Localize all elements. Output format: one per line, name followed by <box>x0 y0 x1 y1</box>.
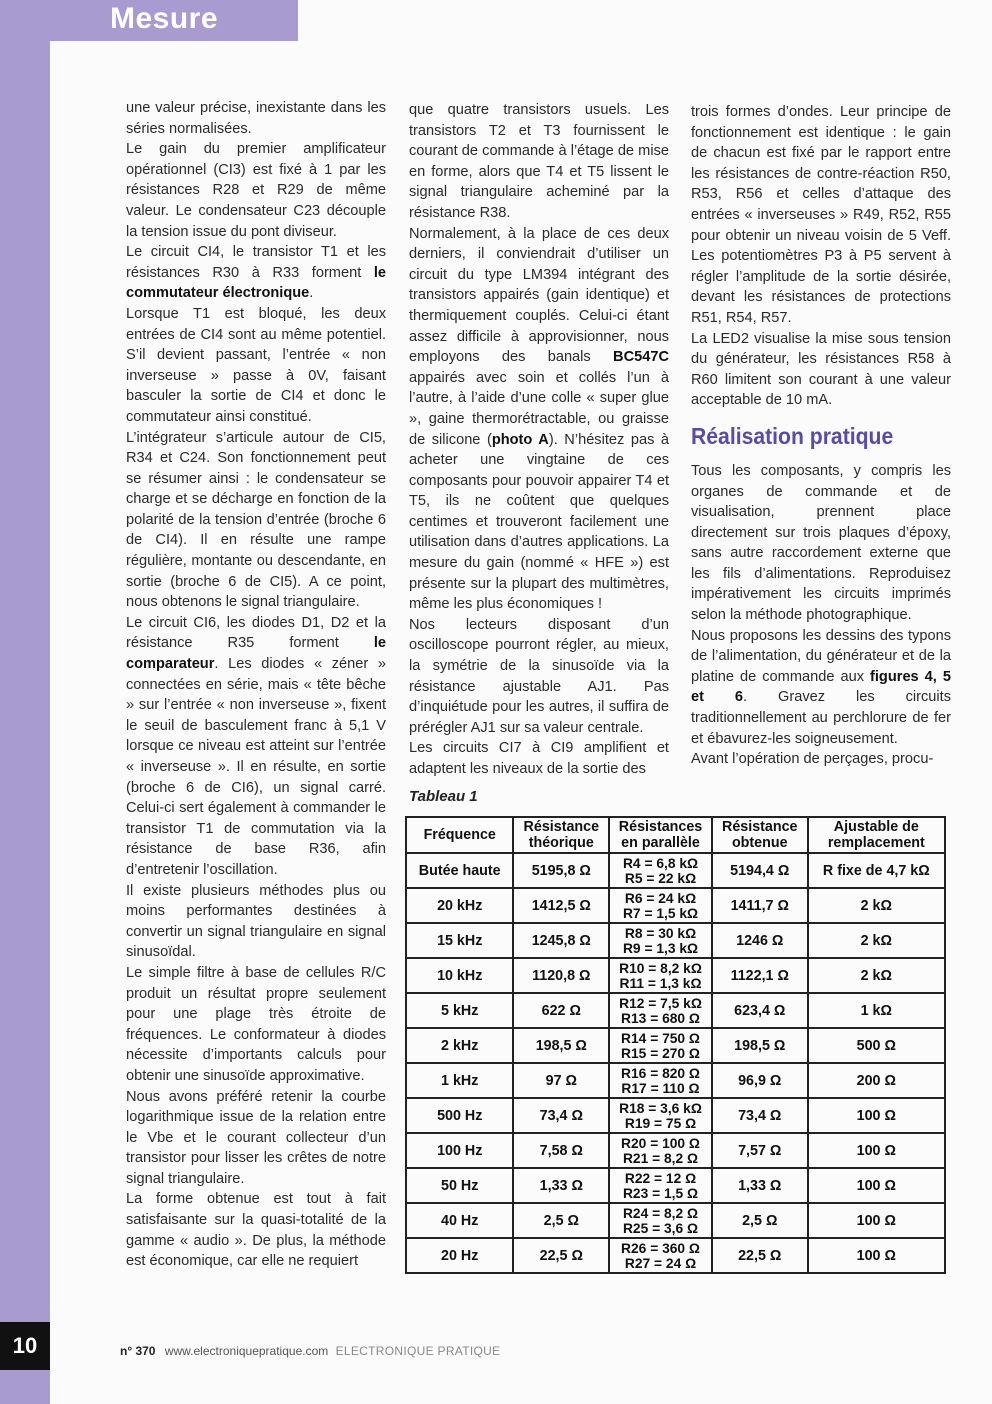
parallel-resistor-2: R27 = 24 Ω <box>624 1255 697 1271</box>
paragraph <box>126 242 386 304</box>
text-column-2 <box>409 100 669 780</box>
cell-resistance-theorique: 97 Ω <box>513 1063 609 1098</box>
parallel-resistor-2: R21 = 8,2 Ω <box>622 1150 699 1166</box>
footer <box>120 1344 500 1358</box>
text-column-3-top <box>691 102 951 411</box>
cell-resistance-obtenue: 7,57 Ω <box>712 1133 808 1168</box>
table-row <box>406 993 945 1028</box>
parallel-resistor-2: R23 = 1,5 Ω <box>622 1185 699 1201</box>
cell-resistance-obtenue: 1,33 Ω <box>712 1168 808 1203</box>
cell-resistance-theorique: 5195,8 Ω <box>513 853 609 888</box>
text-run: . Les diodes « zéner » connectées en série, mais « tête bêche » sur l’entrée « non inverseuse », fixent le seuil de basculement franc à 5,1 V lorsque ce niveau est atteint sur l’entrée « inverseuse ». Il en résulte, en sortie (broche 6 de CI6), un signal carré. Celui-ci sert également à commander le transistor T1 de commutation via la résistance de base R36, afin d’entretenir l’oscillation. <box>126 656 386 878</box>
parallel-resistor-1: R16 = 820 Ω <box>621 1065 700 1081</box>
text-run: appairés avec soin et collés l’un à l’autre, à l’aide d’une colle « super glue », gaine thermorétractable, ou graisse de silicone ( <box>409 369 669 448</box>
paragraph <box>126 428 386 613</box>
paragraph <box>409 615 669 739</box>
table-body <box>406 853 945 1273</box>
table-row <box>406 1133 945 1168</box>
text-run: Normalement, à la place de ces deux derniers, il conviendrait d’utiliser un circuit du type LM394 intégrant des transistors appairés (gain identique) et thermiquement couplés. Celui-ci étant assez difficile à approvisionner, nous employons des banals <box>409 225 669 366</box>
paragraph <box>691 102 951 329</box>
cell-resistances-parallele <box>609 958 712 993</box>
section-title: Mesure <box>110 2 219 35</box>
cell-resistances-parallele <box>609 1028 712 1063</box>
cell-ajustable: 2 kΩ <box>808 958 945 993</box>
paragraph <box>691 329 951 411</box>
cell-resistance-obtenue: 73,4 Ω <box>712 1098 808 1133</box>
paragraph <box>126 304 386 428</box>
cell-resistance-theorique: 2,5 Ω <box>513 1203 609 1238</box>
table-row <box>406 1238 945 1273</box>
cell-frequence: 5 kHz <box>406 993 513 1028</box>
text-run: Nous proposons les dessins des typons de l’alimentation, du générateur et de la platine de commande aux <box>691 627 951 685</box>
cell-resistance-obtenue: 198,5 Ω <box>712 1028 808 1063</box>
cell-resistances-parallele <box>609 923 712 958</box>
text-run: que quatre transistors usuels. Les transistors T2 et T3 fournissent le courant de commande à l’étage de mise en forme, alors que T4 et T5 lissent le signal triangulaire acheminé par la résistance R38. <box>409 102 669 221</box>
paragraph <box>409 738 669 779</box>
cell-frequence: 15 kHz <box>406 923 513 958</box>
table-row <box>406 1168 945 1203</box>
text-run: La forme obtenue est tout à fait satisfaisante sur la quasi-totalité de la gamme « audio ». De plus, la méthode est économique, car elle ne requiert <box>126 1191 386 1270</box>
cell-resistances-parallele <box>609 1098 712 1133</box>
cell-resistances-parallele <box>609 1203 712 1238</box>
cell-resistance-obtenue: 96,9 Ω <box>712 1063 808 1098</box>
cell-resistance-theorique: 7,58 Ω <box>513 1133 609 1168</box>
parallel-resistor-1: R24 = 8,2 Ω <box>622 1205 699 1221</box>
cell-frequence: 100 Hz <box>406 1133 513 1168</box>
cell-frequence: Butée haute <box>406 853 513 888</box>
cell-resistance-theorique: 73,4 Ω <box>513 1098 609 1133</box>
cell-frequence: 500 Hz <box>406 1098 513 1133</box>
cell-ajustable: 100 Ω <box>808 1238 945 1273</box>
cell-ajustable: 100 Ω <box>808 1098 945 1133</box>
table-header-row <box>406 817 945 853</box>
cell-ajustable: 200 Ω <box>808 1063 945 1098</box>
table-row <box>406 1063 945 1098</box>
issue-number: n° 370 <box>120 1344 156 1358</box>
parallel-resistor-2: R15 = 270 Ω <box>621 1045 700 1061</box>
cell-resistance-obtenue: 1411,7 Ω <box>712 888 808 923</box>
cell-ajustable: 100 Ω <box>808 1168 945 1203</box>
cell-ajustable: 2 kΩ <box>808 923 945 958</box>
text-run: . Gravez les circuits traditionnellement au perchlorure de fer et ébavurez-les soigneusement. <box>691 689 951 747</box>
cell-resistance-theorique: 622 Ω <box>513 993 609 1028</box>
parallel-resistor-1: R20 = 100 Ω <box>621 1135 700 1151</box>
text-column-3-bottom <box>691 461 951 770</box>
paragraph <box>126 139 386 242</box>
cell-resistance-theorique: 1245,8 Ω <box>513 923 609 958</box>
text-column-1 <box>126 98 386 1272</box>
text-run: Le gain du premier amplificateur opérationnel (CI3) est fixé à 1 par les résistances R28 et R29 de même valeur. Le condensateur C23 découple la tension issue du pont diviseur. <box>126 141 386 240</box>
parallel-resistor-2: R13 = 680 Ω <box>621 1010 700 1026</box>
cell-frequence: 20 Hz <box>406 1238 513 1273</box>
text-run: L’intégrateur s’articule autour de CI5, R34 et C24. Son fonctionnement peut se résumer ainsi : le condensateur se charge et se décharge en fonction de la polarité de la tension d’entrée (broche 6 de CI4). Il en résulte une rampe régulière, montante ou descendante, en sortie (broche 6 de CI5). A ce point, nous obtenons le signal triangulaire. <box>126 429 386 611</box>
cell-resistance-obtenue: 1246 Ω <box>712 923 808 958</box>
header-frequence: Fréquence <box>406 817 513 853</box>
header-resistance-obtenue: Résistance obtenue <box>712 817 808 853</box>
text-run: trois formes d’ondes. Leur principe de fonctionnement est identique : le gain de chacun est fixé par le rapport entre les résistances de contre-réaction R50, R53, R56 et celles d’attaque des entrées « inverseuses » R49, R52, R55 pour obtenir un niveau voisin de 5 Veff. Les potentiomètres P3 à P5 servent à régler l’amplitude de la sortie désirée, devant les résistances de protections R51, R54, R57. <box>691 104 951 326</box>
paragraph <box>126 613 386 881</box>
text-run: Il existe plusieurs méthodes plus ou moins performantes destinées à convertir un signal triangulaire en signal sinusoïdal. <box>126 882 386 961</box>
text-run: Le circuit CI6, les diodes D1, D2 et la résistance R35 forment <box>126 614 386 652</box>
cell-ajustable: 500 Ω <box>808 1028 945 1063</box>
table-row <box>406 853 945 888</box>
parallel-resistor-1: R14 = 750 Ω <box>621 1030 700 1046</box>
paragraph <box>409 100 669 224</box>
cell-resistances-parallele <box>609 853 712 888</box>
text-run: Le simple filtre à base de cellules R/C produit un résultat propre seulement pour une plage très étroite de fréquences. Le conformateur à diodes nécessite d’importants calculs pour obtenir une sinusoïde approximative. <box>126 964 386 1084</box>
cell-resistance-theorique: 198,5 Ω <box>513 1028 609 1063</box>
parallel-resistor-2: R5 = 22 kΩ <box>624 870 697 886</box>
bold-text: BC547C <box>613 349 669 366</box>
header-resistance-theorique: Résistance théorique <box>513 817 609 853</box>
text-run: Nos lecteurs disposant d’un oscilloscope pourront régler, au mieux, la symétrie de la sinusoïde via la résistance ajustable AJ1. Pas d’inquiétude pour les autres, il suffira de prérégler AJ1 sur sa valeur centrale. <box>409 616 669 736</box>
paragraph <box>691 749 951 770</box>
cell-resistance-obtenue: 1122,1 Ω <box>712 958 808 993</box>
cell-resistance-obtenue: 2,5 Ω <box>712 1203 808 1238</box>
parallel-resistor-1: R4 = 6,8 kΩ <box>622 855 699 871</box>
parallel-resistor-2: R17 = 110 Ω <box>621 1080 700 1096</box>
cell-ajustable: 100 Ω <box>808 1133 945 1168</box>
cell-ajustable: 1 kΩ <box>808 993 945 1028</box>
bold-text: le commutateur électronique <box>126 264 386 302</box>
paragraph <box>126 1087 386 1190</box>
cell-frequence: 10 kHz <box>406 958 513 993</box>
cell-resistance-theorique: 1120,8 Ω <box>513 958 609 993</box>
text-run: Lorsque T1 est bloqué, les deux entrées de CI4 sont au même potentiel. S’il devient passant, l’entrée « non inverseuse » passe à 0V, faisant basculer la sortie de CI4 et donc le commutateur ainsi constitué. <box>126 305 386 425</box>
paragraph <box>126 98 386 139</box>
parallel-resistor-1: R22 = 12 Ω <box>624 1170 697 1186</box>
cell-frequence: 50 Hz <box>406 1168 513 1203</box>
paragraph <box>126 1189 386 1271</box>
cell-resistances-parallele <box>609 993 712 1028</box>
parallel-resistor-2: R9 = 1,3 kΩ <box>622 940 699 956</box>
table-row <box>406 1098 945 1133</box>
table-row <box>406 923 945 958</box>
subheading-realisation: Réalisation pratique <box>691 422 894 449</box>
cell-resistance-obtenue: 623,4 Ω <box>712 993 808 1028</box>
text-run: Le circuit CI4, le transistor T1 et les résistances R30 à R33 forment <box>126 244 386 281</box>
parallel-resistor-1: R12 = 7,5 kΩ <box>619 995 702 1011</box>
text-run: une valeur précise, inexistante dans les séries normalisées. <box>126 100 386 137</box>
text-column-3 <box>691 102 951 770</box>
page-number: 10 <box>12 1333 38 1358</box>
cell-ajustable: 2 kΩ <box>808 888 945 923</box>
paragraph <box>409 224 669 615</box>
parallel-resistor-1: R18 = 3,6 kΩ <box>619 1100 702 1116</box>
table-row <box>406 1203 945 1238</box>
resistance-table <box>405 816 946 1274</box>
cell-ajustable: 100 Ω <box>808 1203 945 1238</box>
parallel-resistor-1: R6 = 24 kΩ <box>624 890 697 906</box>
cell-resistances-parallele <box>609 1168 712 1203</box>
cell-resistances-parallele <box>609 888 712 923</box>
text-run: Avant l’opération de perçages, procu- <box>691 751 934 768</box>
paragraph <box>691 461 951 626</box>
magazine-name: ELECTRONIQUE PRATIQUE <box>335 1344 501 1358</box>
cell-resistance-theorique: 1412,5 Ω <box>513 888 609 923</box>
parallel-resistor-2: R11 = 1,3 kΩ <box>619 975 702 991</box>
header-resistances-parallele: Résistances en parallèle <box>609 817 712 853</box>
bold-text: photo A <box>491 431 549 448</box>
bold-text: le comparateur <box>126 635 386 673</box>
parallel-resistor-1: R8 = 30 kΩ <box>624 925 697 941</box>
text-run: Les circuits CI7 à CI9 amplifient et adaptent les niveaux de la sortie des <box>409 740 669 777</box>
bold-text: figures 4, 5 et 6 <box>691 668 951 706</box>
cell-resistance-obtenue: 22,5 Ω <box>712 1238 808 1273</box>
parallel-resistor-2: R19 = 75 Ω <box>624 1115 697 1131</box>
cell-frequence: 1 kHz <box>406 1063 513 1098</box>
cell-ajustable: R fixe de 4,7 kΩ <box>808 853 945 888</box>
text-run: Nous avons préféré retenir la courbe logarithmique issue de la relation entre le Vbe et le courant collecteur d’un transistor pour lisser les crêtes de notre signal triangulaire. <box>126 1088 386 1187</box>
table-row <box>406 958 945 993</box>
cell-resistance-theorique: 1,33 Ω <box>513 1168 609 1203</box>
text-run: Tous les composants, y compris les organes de commande et de visualisation, prennent place directement sur trois plaques d’époxy, sans autre raccordement externe que les fils d’alimentations. Reproduisez impérativement les circuits imprimés selon la méthode photographique. <box>691 462 951 624</box>
side-color-bar <box>0 0 50 1404</box>
text-run: La LED2 visualise la mise sous tension du générateur, les résistances R58 à R60 limitent son courant à une valeur acceptable de 10 mA. <box>691 330 951 409</box>
table-caption: Tableau 1 <box>409 788 478 805</box>
cell-resistances-parallele <box>609 1133 712 1168</box>
parallel-resistor-2: R7 = 1,5 kΩ <box>622 905 699 921</box>
paragraph <box>691 626 951 750</box>
website-link[interactable]: www.electroniquepratique.com <box>164 1344 329 1358</box>
text-run: . <box>309 285 314 302</box>
header-ajustable: Ajustable de remplacement <box>808 817 945 853</box>
cell-resistance-theorique: 22,5 Ω <box>513 1238 609 1273</box>
parallel-resistor-1: R26 = 360 Ω <box>621 1240 700 1256</box>
cell-frequence: 40 Hz <box>406 1203 513 1238</box>
table-row <box>406 888 945 923</box>
cell-resistances-parallele <box>609 1063 712 1098</box>
cell-frequence: 20 kHz <box>406 888 513 923</box>
parallel-resistor-2: R25 = 3,6 Ω <box>622 1220 699 1236</box>
text-run: ). N’hésitez pas à acheter une vingtaine de ces composants pour pouvoir appairer T4 et T5, ils ne coûtent que quelques centimes et trouveront facilement une utilisation dans d’autres applications. La mesure du gain (nommé « HFE ») est présente sur la plupart des multimètres, même les plus économiques ! <box>409 431 670 613</box>
cell-resistance-obtenue: 5194,4 Ω <box>712 853 808 888</box>
parallel-resistor-1: R10 = 8,2 kΩ <box>619 960 702 976</box>
paragraph <box>126 963 386 1087</box>
paragraph <box>126 881 386 963</box>
table-row <box>406 1028 945 1063</box>
cell-resistances-parallele <box>609 1238 712 1273</box>
cell-frequence: 2 kHz <box>406 1028 513 1063</box>
